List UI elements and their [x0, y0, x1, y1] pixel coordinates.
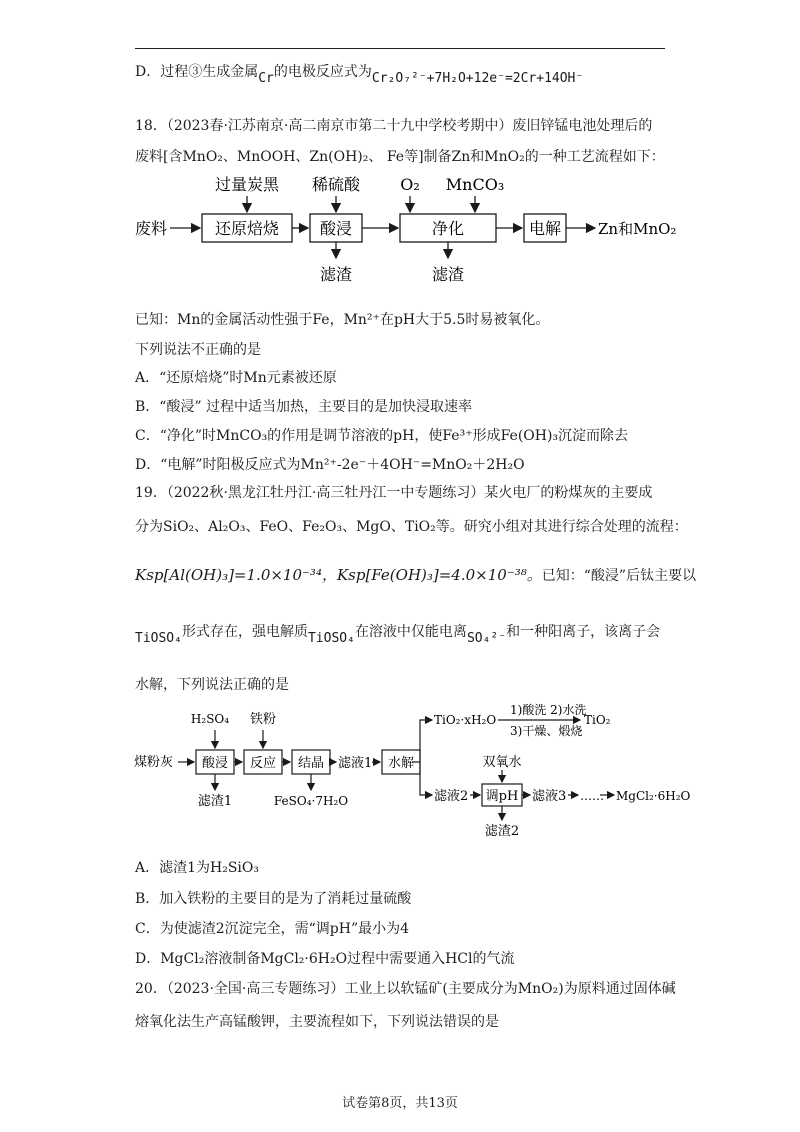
q19-box4-label: 水解 [387, 756, 415, 771]
q19-tio2: TiO₂ [584, 713, 611, 727]
q19-branch-bottom [420, 762, 432, 795]
q17-optd-element: Cr [258, 71, 274, 86]
q18-stem-line1: 18．（2023春·江苏南京·高二南京市第二十九中学校考期中）废旧锌锰电池处理后的 [135, 118, 653, 134]
q18-box1-label: 还原焙烧 [214, 219, 280, 238]
q19-flow-diagram [130, 702, 700, 847]
q19-ksp-al: Ksp[Al(OH)₃]=1.0×10⁻³⁴， [135, 566, 337, 584]
q17-optd-equation: Cr₂O₇²⁻+7H₂O+12e⁻=2Cr+14OH⁻ [371, 71, 584, 86]
q19-stem-line3 [135, 565, 696, 586]
q19-option-d: D．MgCl₂溶液制备MgCl₂·6H₂O过程中需要通入HCl的气流 [135, 951, 515, 967]
q19-option-a: A．滤渣1为H₂SiO₃ [135, 860, 259, 876]
q19-input-iron: 铁粉 [249, 712, 277, 727]
q17-optd-mid: 的电极反应式为 [273, 64, 372, 80]
q18-option-a: A．“还原焙烧”时Mn元素被还原 [135, 370, 337, 386]
q19-step-top: 1)酸洗 2)水洗 [510, 703, 587, 717]
q18-stem-line2: 废料[含MnO₂、MnOOH、Zn(OH)₂、 Fe等]制备Zn和MnO₂的一种工艺流程如下： [135, 149, 665, 165]
q19-option-b: B．加入铁粉的主要目的是为了消耗过量硫酸 [135, 891, 412, 907]
q19-tioso4-a: TiOSO₄ [135, 631, 182, 646]
q19-residue2: 滤渣2 [484, 824, 520, 839]
q19-box2-label: 反应 [249, 756, 277, 771]
q19-filtrate3: 滤液3 [532, 789, 567, 804]
q19-stem-known: 已知：“酸浸”后钛主要以 [541, 568, 697, 584]
q19-stem-line1: 19．（2022秋·黑龙江牡丹江·高三牡丹江一中专题练习）某火电厂的粉煤灰的主要成 [135, 485, 653, 501]
q19-flow-start: 煤粉灰 [134, 755, 174, 770]
q19-step-bottom: 3)干燥、煅烧 [510, 724, 583, 738]
q19-stem4d: 在溶液中仅能电离 [354, 624, 467, 640]
q18-known: 已知：Mn的金属活动性强于Fe，Mn²⁺在pH大于5.5时易被氧化。 [135, 312, 550, 328]
q19-box1-label: 酸浸 [201, 756, 229, 771]
q19-branch-top [420, 720, 432, 762]
q18-input-carbon: 过量炭黑 [214, 175, 280, 194]
q18-input-acid: 稀硫酸 [311, 175, 361, 194]
header-rule [135, 48, 665, 49]
q19-input-h2so4: H₂SO₄ [190, 712, 230, 726]
q17-option-d [135, 62, 584, 86]
q18-flow-start: 废料 [135, 219, 168, 238]
q18-flow-diagram [125, 168, 685, 293]
q19-tioso4-b: TiOSO₄ [307, 631, 355, 646]
q20-stem-line1: 20．（2023·全国·高三专题练习）工业上以软锰矿(主要成分为MnO₂)为原料通过固体碱 [135, 981, 676, 997]
q19-sulfate-ion: SO₄²⁻ [466, 631, 507, 646]
q19-residue1: 滤渣1 [197, 794, 233, 809]
q19-h2o2: 双氧水 [482, 755, 522, 770]
q19-box3-label: 结晶 [297, 756, 325, 771]
q18-option-c: C．“净化”时MnCO₃的作用是调节溶液的pH，使Fe³⁺形成Fe(OH)₃沉淀而除去 [135, 428, 629, 444]
q19-stem4f: 和一种阳离子，该离子会 [506, 624, 661, 640]
q19-ksp-fe: Ksp[Fe(OH)₃]=4.0×10⁻³⁸。 [336, 566, 542, 584]
q18-option-b: B．“酸浸” 过程中适当加热，主要目的是加快浸取速率 [135, 399, 473, 415]
q18-output-residue2: 滤渣 [431, 265, 465, 284]
q18-flow-product: Zn和MnO₂ [598, 220, 677, 238]
q19-option-c: C．为使滤渣2沉淀完全，需“调pH”最小为4 [135, 921, 410, 937]
q19-final-product: MgCl₂·6H₂O [616, 789, 691, 803]
q18-option-d: D．“电解”时阳极反应式为Mn²⁺-2e⁻＋4OH⁻=MnO₂＋2H₂O [135, 457, 525, 473]
q19-dots: …… [580, 789, 604, 803]
q18-ask: 下列说法不正确的是 [135, 342, 261, 358]
q19-stem-line4 [135, 624, 661, 649]
q18-input-o2: O₂ [400, 175, 420, 194]
q18-box2-label: 酸浸 [319, 219, 353, 238]
q19-stem-line2: 分为SiO₂、Al₂O₃、FeO、Fe₂O₃、MgO、TiO₂等。研究小组对其进行综合处理的流程： [135, 519, 688, 535]
q19-box5-label: 调pH [485, 789, 519, 804]
q18-box3-label: 净化 [431, 219, 465, 238]
q18-input-mnco3: MnCO₃ [445, 175, 505, 194]
q19-filtrate1: 滤液1 [338, 756, 373, 771]
q20-stem-line2: 熔氧化法生产高锰酸钾，主要流程如下，下列说法错误的是 [135, 1014, 499, 1030]
q19-ti-hydrate: TiO₂·xH₂O [434, 713, 497, 727]
q18-output-residue1: 滤渣 [319, 265, 353, 284]
page-footer: 试卷第8页，共13页 [342, 1096, 458, 1111]
q19-stem-line5: 水解，下列说法正确的是 [135, 677, 289, 693]
q19-stem4b: 形式存在，强电解质 [181, 624, 308, 640]
q17-optd-text: D．过程③生成金属 [135, 64, 259, 80]
q19-filtrate2: 滤液2 [434, 789, 469, 804]
q19-crystal: FeSO₄·7H₂O [273, 794, 349, 808]
q18-box4-label: 电解 [528, 219, 562, 238]
